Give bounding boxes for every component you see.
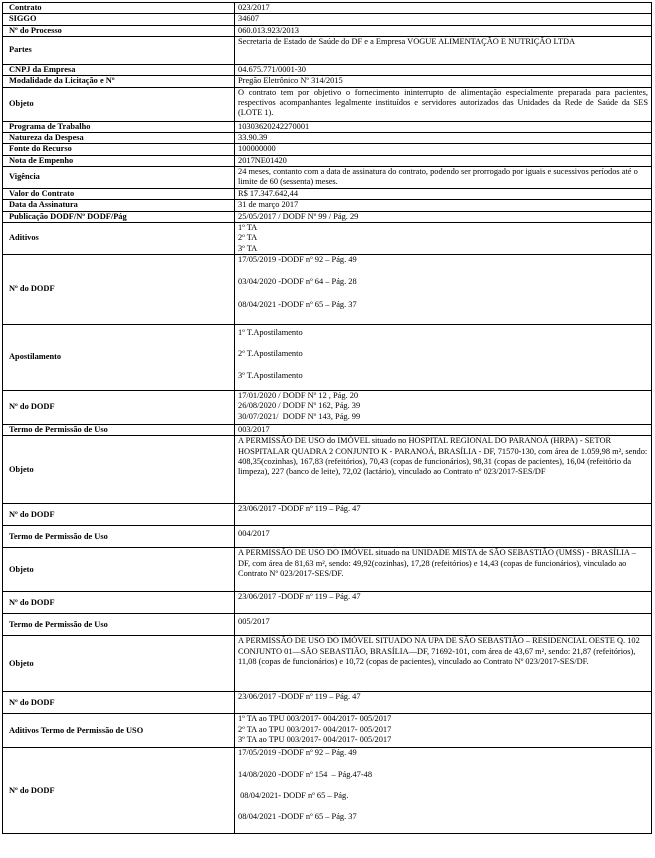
table-row — [3, 155, 652, 166]
table-row — [3, 76, 652, 87]
table-row — [3, 390, 652, 424]
tpu-objeto-label: Objeto — [3, 636, 235, 692]
table-row — [3, 614, 652, 636]
row-value: 25/05/2017 / DODF Nº 99 / Pág. 29 — [235, 211, 652, 222]
aditivos-dodf-list — [235, 254, 652, 324]
apostilamento-label: Apostilamento — [3, 324, 235, 390]
table-row — [3, 87, 652, 121]
table-row — [3, 714, 652, 748]
tpu-objeto-text: A PERMISSÃO DE USO do IMÓVEL situado no HOSPITAL REGIONAL DO PARANOÁ (HRPA) - SETOR HOSPITALAR QUADRA 2 CONJUNTO K - PARANOÁ, BRASÍLIA - DF, 71570-130, com área de 1.059,98 m², sendo: 408,35(cozinhas), 167,83 (refeitórios), 70,43 (copas de funcionários), 98,31 (copas de pacientes), 16,04 (refeitório da limpeza), 227 (banco de leite), 72,02 (lactário), vinculado ao Contrato nº 023/2017-SES/DF — [235, 436, 652, 504]
aditivos-dodf-label: Nº do DODF — [3, 254, 235, 324]
list-item: 08/04/2021 -DODF nº 65 – Pág. 37 — [238, 812, 357, 822]
tpu-number: 003/2017 — [235, 424, 652, 435]
table-row — [3, 254, 652, 324]
table-row — [3, 36, 652, 64]
apostilamento-list — [235, 324, 652, 390]
list-item: 08/04/2021 -DODF nº 65 – Pág. 37 — [238, 299, 357, 309]
table-row — [3, 436, 652, 504]
table-row — [3, 14, 652, 25]
table-row — [3, 222, 652, 254]
list-item: 3º T.Apostilamento — [238, 370, 303, 380]
tpu-objeto-label: Objeto — [3, 436, 235, 504]
list-item: 2º T.Apostilamento — [238, 349, 303, 359]
table-row — [3, 3, 652, 14]
table-row — [3, 188, 652, 199]
tpu-number — [235, 614, 652, 636]
row-value: R$ 17.347.642,44 — [235, 188, 652, 199]
table-row — [3, 200, 652, 211]
list-item: 2º TA ao TPU 003/2017- 004/2017- 005/2017 — [238, 724, 392, 734]
list-item: 03/04/2020 -DODF nº 64 – Pág. 28 — [238, 277, 357, 287]
tpu-number-text: 005/2017 — [238, 617, 270, 627]
row-label: Contrato — [3, 3, 235, 14]
row-label: Fonte do Recurso — [3, 144, 235, 155]
tpu-objeto-text: A PERMISSÃO DE USO DO IMÓVEL situado na UNIDADE MISTA de SÃO SEBASTIÃO (UMSS) - BRASÍLIA – DF, com área de 81,63 m², sendo: 49,92(cozinhas), 17,28 (refeitórios) e 14,43 (copas de funcionários), vinculado ao Contrato Nº 023/2017-SES/DF. — [235, 548, 652, 592]
row-value: 10303620242270001 — [235, 121, 652, 132]
tpu-number — [235, 526, 652, 548]
aditivos-tpu-dodf-label: Nº do DODF — [3, 748, 235, 834]
row-label: Programa de Trabalho — [3, 121, 235, 132]
tpu-dodf-value: 23/06/2017 -DODF nº 119 – Pág. 47 — [235, 504, 652, 526]
list-item: 08/04/2021- DODF nº 65 – Pág. — [238, 790, 349, 800]
row-label: Nº do Processo — [3, 25, 235, 36]
table-row — [3, 526, 652, 548]
tpu-objeto-label: Objeto — [3, 548, 235, 592]
row-value: 34607 — [235, 14, 652, 25]
tpu-dodf-value: 23/06/2017 -DODF nº 119 – Pág. 47 — [235, 592, 652, 614]
tpu-dodf-label: Nº do DODF — [3, 592, 235, 614]
row-value: 100000000 — [235, 144, 652, 155]
tpu-objeto-text: A PERMISSÃO DE USO DO IMÓVEL SITUADO NA UPA DE SÃO SEBASTIÃO – RESIDENCIAL OESTE Q. 102 CONJUNTO 01—SÃO SEBASTIÃO, BRASÍLIA—DF, 71692-101, com área de 43,67 m², sendo: 21,87 (refeitórios), 11,08 (copas de funcionários) e 10,72 (copas de pacientes), vinculado ao Contrato Nº 023/2017-SES/DF. — [235, 636, 652, 692]
table-row — [3, 424, 652, 435]
list-item: 14/08/2020 -DODF nº 154 – Pág.47-48 — [238, 769, 373, 779]
tpu-label: Termo de Permissão de Uso — [3, 526, 235, 548]
row-value: O contrato tem por objetivo o fornecimento ininterrupto de alimentação especialmente preparada para pacientes, respectivos acompanhantes legalmente instituídos e servidores autorizados das Unidades da Rede de Saúde da SES (LOTE 1). — [235, 87, 652, 121]
table-row — [3, 692, 652, 714]
apostilamento-dodf-list — [235, 390, 652, 424]
table-row — [3, 132, 652, 143]
table-row — [3, 504, 652, 526]
table-row — [3, 548, 652, 592]
table-row — [3, 144, 652, 155]
row-label: Natureza da Despesa — [3, 132, 235, 143]
row-label: CNPJ da Empresa — [3, 64, 235, 75]
list-item: 17/05/2019 -DODF nº 92 – Pág. 49 — [238, 254, 357, 264]
table-row — [3, 592, 652, 614]
row-label: Valor do Contrato — [3, 188, 235, 199]
tpu-label: Termo de Permissão de Uso — [3, 614, 235, 636]
list-item: 1º TA — [238, 222, 258, 232]
row-label: Objeto — [3, 87, 235, 121]
row-label: Nota de Empenho — [3, 155, 235, 166]
apostilamento-dodf-label: Nº do DODF — [3, 390, 235, 424]
tpu-dodf-label: Nº do DODF — [3, 504, 235, 526]
tpu-dodf-value: 23/06/2017 -DODF nº 119 – Pág. 47 — [235, 692, 652, 714]
list-item: 17/05/2019 -DODF nº 92 – Pág. 49 — [238, 748, 357, 758]
table-row — [3, 324, 652, 390]
aditivos-tpu-label: Aditivos Termo de Permissão de USO — [3, 714, 235, 748]
list-item: 26/08/2020 / DODF Nº 162, Pág. 39 — [238, 401, 361, 411]
row-value: 04.675.771/0001-30 — [235, 64, 652, 75]
list-item: 2º TA — [238, 233, 258, 243]
list-item: 1º T.Apostilamento — [238, 327, 303, 337]
list-item: 17/01/2020 / DODF Nº 12 , Pág. 20 — [238, 390, 359, 400]
list-item: 3º TA — [238, 243, 258, 253]
row-value: 33.90.39 — [235, 132, 652, 143]
table-row — [3, 166, 652, 188]
row-label: Vigência — [3, 166, 235, 188]
row-value: 023/2017 — [235, 3, 652, 14]
aditivos-tpu-dodf-list — [235, 748, 652, 834]
table-row — [3, 636, 652, 692]
table-row — [3, 64, 652, 75]
tpu-number-text: 004/2017 — [238, 529, 270, 539]
list-item: 30/07/2021/ DODF Nº 143, Pág. 99 — [238, 411, 361, 421]
table-row — [3, 121, 652, 132]
table-row — [3, 748, 652, 834]
row-value: 31 de março 2017 — [235, 200, 652, 211]
row-label: Modalidade da Licitação e Nº — [3, 76, 235, 87]
row-value: Secretaria de Estado de Saúde do DF e a Empresa VOGUE ALIMENTAÇÃO E NUTRIÇÃO LTDA — [235, 36, 652, 64]
row-label: SIGGO — [3, 14, 235, 25]
tpu-label: Termo de Permissão de Uso — [3, 424, 235, 435]
tpu-dodf-label: Nº do DODF — [3, 692, 235, 714]
row-label: Partes — [3, 36, 235, 64]
row-value: 060.013.923/2013 — [235, 25, 652, 36]
row-value: 24 meses, contanto com a data de assinatura do contrato, podendo ser prorrogado por iguais e sucessivos períodos até o limite de 60 (sessenta) meses. — [235, 166, 652, 188]
table-row — [3, 25, 652, 36]
row-value: Pregão Eletrônico Nº 314/2015 — [235, 76, 652, 87]
list-item: 1º TA ao TPU 003/2017- 004/2017- 005/2017 — [238, 714, 392, 724]
list-item: 3º TA ao TPU 003/2017- 004/2017- 005/2017 — [238, 734, 392, 744]
aditivos-list — [235, 222, 652, 254]
row-label: Data da Assinatura — [3, 200, 235, 211]
row-label: Publicação DODF/Nº DODF/Pág — [3, 211, 235, 222]
table-row — [3, 211, 652, 222]
contract-summary-table — [2, 2, 652, 834]
aditivos-label: Aditivos — [3, 222, 235, 254]
aditivos-tpu-list — [235, 714, 652, 748]
row-value: 2017NE01420 — [235, 155, 652, 166]
